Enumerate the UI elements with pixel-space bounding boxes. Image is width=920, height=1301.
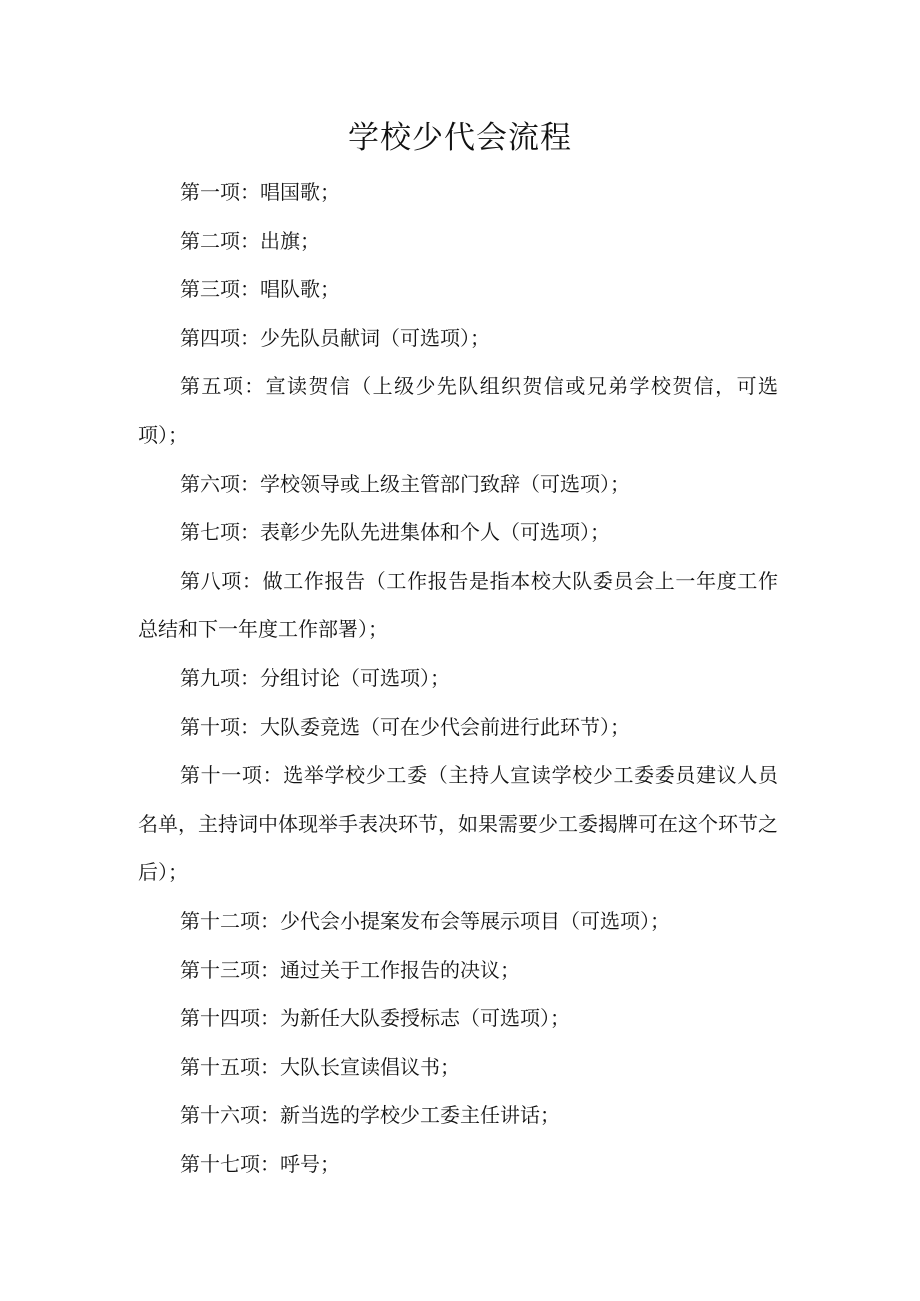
procedure-item-2: 第二项：出旗； [180,228,320,253]
procedure-item-4: 第四项：少先队员献词（可选项）； [180,325,490,350]
procedure-item-5: 第五项：宣读贺信（上级少先队组织贺信或兄弟学校贺信，可选项）； [138,374,778,447]
procedure-item-7: 第七项：表彰少先队先进集体和个人（可选项）； [180,520,610,545]
procedure-item-8: 第八项：做工作报告（工作报告是指本校大队委员会上一年度工作总结和下一年度工作部署）； [138,568,778,642]
procedure-item-16: 第十六项：新当选的学校少工委主任讲话； [180,1103,560,1128]
procedure-list [138,168,778,1188]
procedure-item-9: 第九项：分组讨论（可选项）； [180,665,450,690]
document-title: 学校少代会流程 [348,120,572,156]
procedure-item-11: 第十一项：选举学校少工委（主持人宣读学校少工委委员建议人员名单，主持词中体现举手表决环节，如果需要少工委揭牌可在这个环节之后）； [138,763,778,885]
procedure-item-15: 第十五项：大队长宣读倡议书； [180,1054,460,1079]
procedure-item-6: 第六项：学校领导或上级主管部门致辞（可选项）； [180,471,630,496]
procedure-item-13: 第十三项：通过关于工作报告的决议； [180,957,520,982]
procedure-item-10: 第十项：大队委竞选（可在少代会前进行此环节）； [180,714,630,739]
procedure-item-17: 第十七项：呼号； [180,1151,340,1176]
procedure-item-12: 第十二项：少代会小提案发布会等展示项目（可选项）； [180,908,670,933]
procedure-item-1: 第一项：唱国歌； [180,180,340,204]
procedure-item-14: 第十四项：为新任大队委授标志（可选项）； [180,1006,570,1031]
procedure-item-3: 第三项：唱队歌； [180,277,340,302]
